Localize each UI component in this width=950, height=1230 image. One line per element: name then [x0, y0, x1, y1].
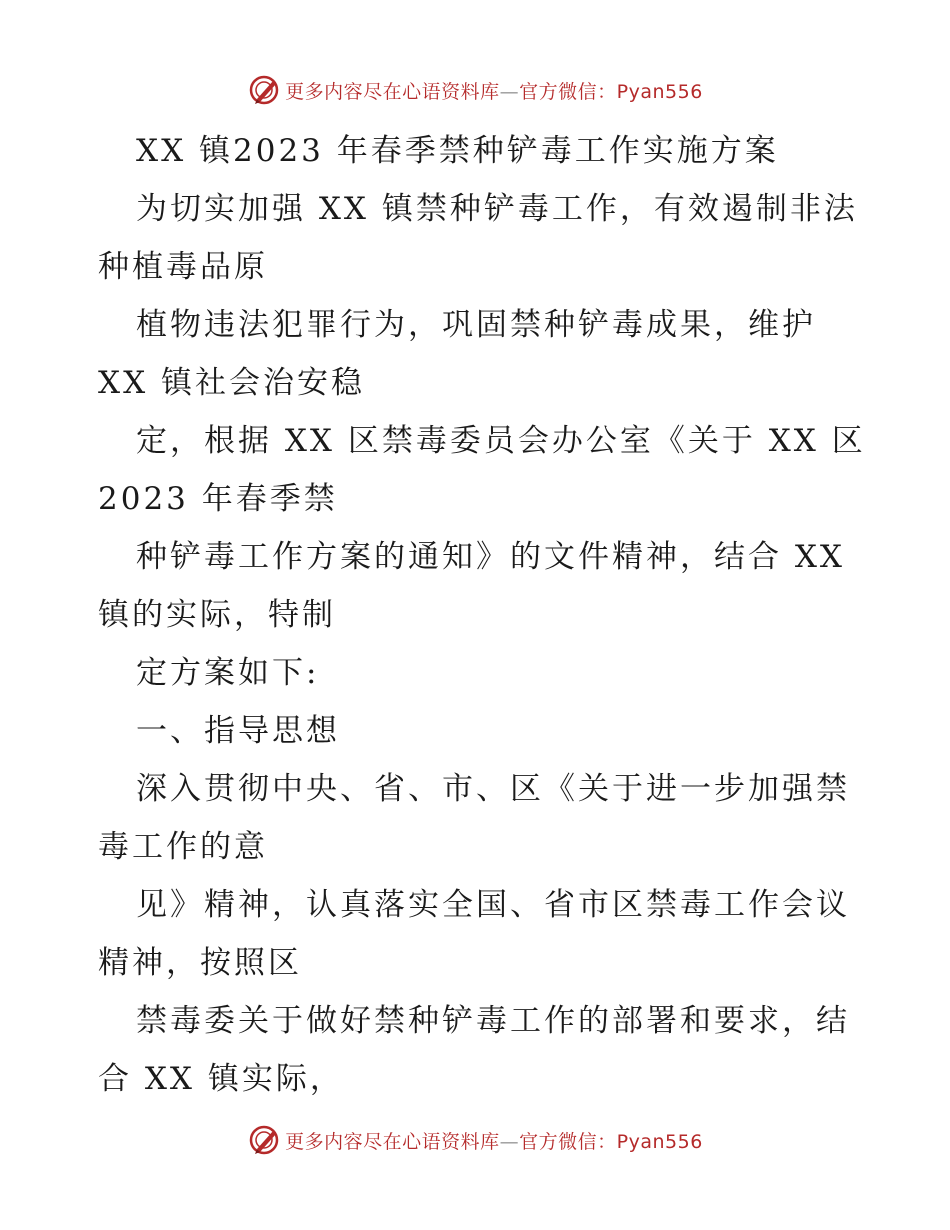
- paragraph-line: 植物违法犯罪行为，巩固禁种铲毒成果，维护: [136, 307, 816, 343]
- header-banner-text: [285, 77, 703, 104]
- paragraph-line: XX 镇社会治安稳: [98, 365, 365, 401]
- paragraph-line: 精神，按照区: [98, 945, 302, 981]
- footer-banner-text: [285, 1127, 703, 1154]
- header-banner-contact: 官方微信：Pyan556: [519, 80, 703, 103]
- paragraph-line: 为切实加强 XX 镇禁种铲毒工作，有效遏制非法: [136, 191, 858, 227]
- footer-banner-separator: —: [499, 1130, 520, 1153]
- header-banner-main: 更多内容尽在心语资料库: [285, 80, 500, 103]
- paragraph-line: 合 XX 镇实际，: [98, 1061, 344, 1097]
- footer-banner: [0, 1120, 950, 1160]
- section-heading: 一、指导思想: [136, 713, 340, 749]
- pen-logo-icon: [247, 73, 281, 107]
- pen-logo-icon: [247, 1123, 281, 1157]
- paragraph-line: 镇的实际，特制: [98, 597, 336, 633]
- paragraph-line: 种植毒品原: [98, 249, 268, 285]
- header-banner-separator: —: [499, 80, 520, 103]
- paragraph-line: 种铲毒工作方案的通知》的文件精神，结合 XX: [136, 539, 845, 575]
- document-body: [98, 122, 866, 1108]
- paragraph-line: 2023 年春季禁: [98, 481, 338, 517]
- paragraph-line: 深入贯彻中央、省、市、区《关于进一步加强禁: [136, 771, 850, 807]
- paragraph-line: 毒工作的意: [98, 829, 268, 865]
- paragraph-line: 见》精神，认真落实全国、省市区禁毒工作会议: [136, 887, 850, 923]
- header-banner: [0, 70, 950, 110]
- paragraph-line: 定方案如下:: [136, 655, 320, 691]
- paragraph-line: 禁毒委关于做好禁种铲毒工作的部署和要求，结: [136, 1003, 850, 1039]
- paragraph-line: 定，根据 XX 区禁毒委员会办公室《关于 XX 区: [136, 423, 866, 459]
- document-title: XX 镇2023 年春季禁种铲毒工作实施方案: [136, 133, 779, 169]
- footer-banner-main: 更多内容尽在心语资料库: [285, 1130, 500, 1153]
- footer-banner-contact: 官方微信：Pyan556: [519, 1130, 703, 1153]
